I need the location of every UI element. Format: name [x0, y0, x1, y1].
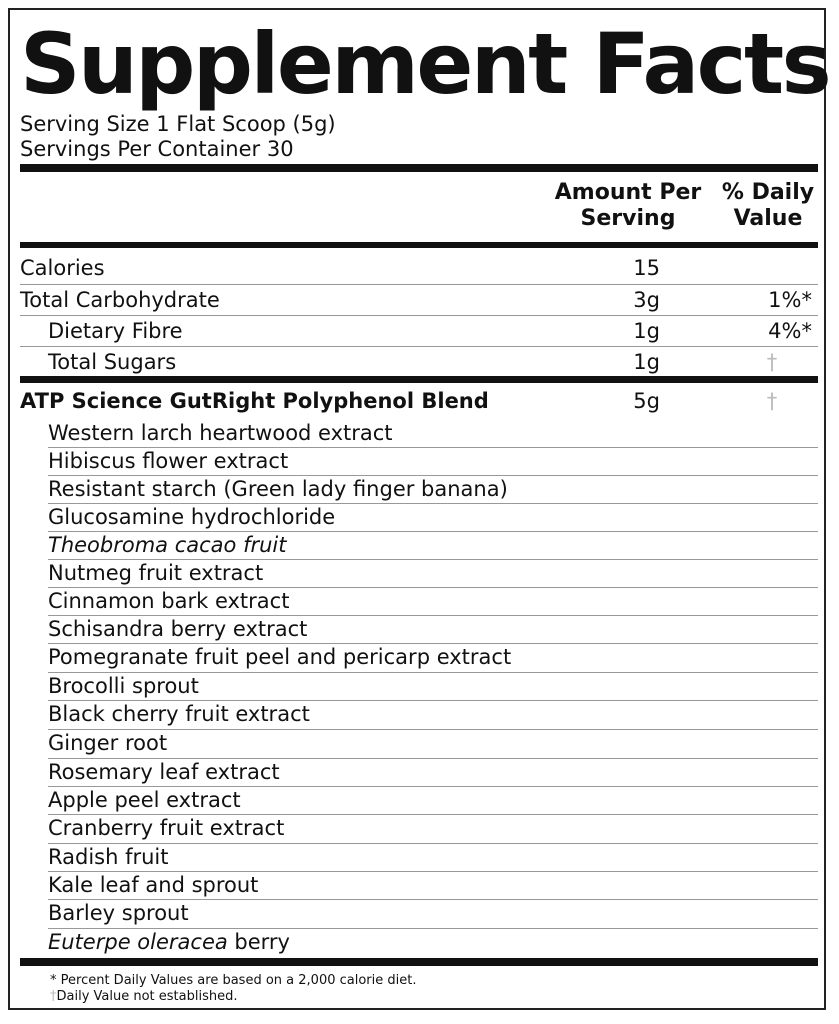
- ingredient-item: Cinnamon bark extract: [48, 589, 290, 613]
- ingredient-item: Resistant starch (Green lady finger banana): [48, 477, 508, 501]
- ingredient-item: Glucosamine hydrochloride: [48, 505, 336, 529]
- nutrient-amount: 15: [633, 256, 660, 280]
- ingredient-item: Nutmeg fruit extract: [48, 561, 264, 585]
- row-divider: [20, 346, 818, 347]
- servings-per-container: Servings Per Container 30: [20, 137, 294, 161]
- nutrient-amount: 1g: [633, 350, 660, 374]
- blend-dv: †: [766, 389, 778, 413]
- nutrient-dv: 1%*: [768, 288, 812, 312]
- footnote-percent: * Percent Daily Values are based on a 2,000 calorie diet.: [50, 973, 417, 988]
- panel-title: Supplement Facts: [20, 15, 830, 113]
- amount-header-line2: Serving: [580, 206, 676, 231]
- thick-divider: [20, 376, 818, 383]
- nutrient-label: Calories: [20, 256, 105, 280]
- thick-divider: [20, 164, 818, 172]
- ingredient-item: Schisandra berry extract: [48, 617, 308, 641]
- ingredient-item: Barley sprout: [48, 901, 189, 925]
- ingredient-item: Pomegranate fruit peel and pericarp extract: [48, 645, 512, 669]
- ingredient-item: Theobroma cacao fruit: [48, 533, 287, 557]
- thick-divider: [20, 242, 818, 248]
- column-headers: [20, 176, 818, 244]
- ingredient-item: Brocolli sprout: [48, 674, 199, 698]
- nutrient-label: Dietary Fibre: [48, 319, 183, 343]
- nutrient-dv: †: [766, 350, 778, 374]
- ingredient-item: Euterpe oleracea berry: [48, 930, 290, 954]
- supplement-facts-panel: [8, 8, 830, 1010]
- ingredient-item: Black cherry fruit extract: [48, 702, 310, 726]
- footnote-dagger: [50, 989, 237, 1005]
- nutrient-label: Total Carbohydrate: [20, 288, 220, 312]
- ingredient-item: Ginger root: [48, 731, 168, 755]
- nutrient-amount: 1g: [633, 319, 660, 343]
- ingredient-item: Radish fruit: [48, 845, 169, 869]
- blend-label: ATP Science GutRight Polyphenol Blend: [20, 389, 489, 413]
- thick-divider: [20, 958, 818, 966]
- row-divider: [20, 315, 818, 316]
- amount-header-line1: Amount Per: [554, 180, 702, 205]
- serving-size: Serving Size 1 Flat Scoop (5g): [20, 112, 336, 136]
- blend-amount: 5g: [633, 389, 660, 413]
- panel-content: [20, 10, 830, 1004]
- nutrient-label: Total Sugars: [48, 350, 177, 374]
- ingredient-item: Kale leaf and sprout: [48, 873, 259, 897]
- ingredient-item: Hibiscus flower extract: [48, 449, 289, 473]
- dv-header-line2: Value: [733, 206, 803, 231]
- footnote-dagger-text: Daily Value not established.: [56, 989, 238, 1004]
- daily-value-header: [720, 180, 816, 232]
- nutrient-amount: 3g: [633, 288, 660, 312]
- dv-header-line1: % Daily: [721, 180, 815, 205]
- nutrient-dv: 4%*: [768, 319, 812, 343]
- ingredient-item: Apple peel extract: [48, 788, 241, 812]
- ingredient-item: Cranberry fruit extract: [48, 816, 285, 840]
- ingredient-item: Rosemary leaf extract: [48, 760, 280, 784]
- dagger-symbol: †: [50, 989, 57, 1004]
- row-divider: [20, 284, 818, 285]
- amount-per-serving-header: [548, 180, 708, 232]
- ingredient-item: Western larch heartwood extract: [48, 421, 393, 445]
